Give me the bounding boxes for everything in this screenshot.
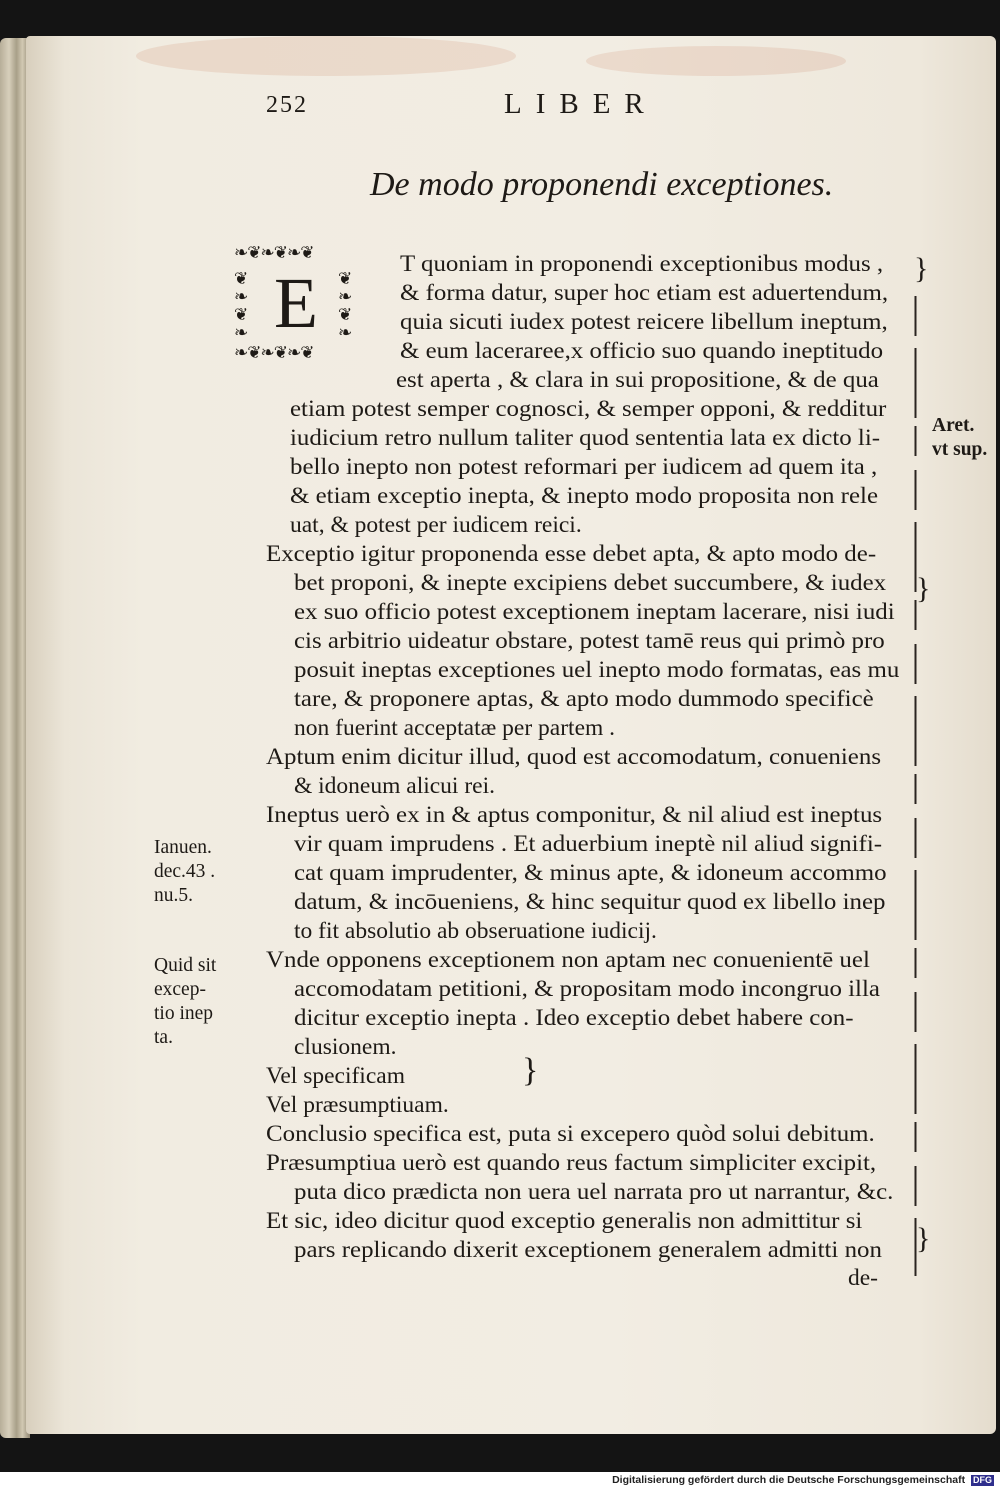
credit-text: Digitalisierung gefördert durch die Deutsche Forschungsgemeinschaft <box>612 1474 966 1486</box>
ornament-border-icon: ❧❦❧❦❧❦ <box>234 343 314 362</box>
initial-letter: E <box>274 263 318 343</box>
text-line: iudicium retro nullum taliter quod sententia lata ex dicto li- <box>290 425 881 451</box>
text-line: Aptum enim dicitur illud, quod est accomodatum, conueniens <box>266 744 882 770</box>
marginal-note-line: vt sup. <box>932 439 988 460</box>
curly-brace-icon: } <box>914 252 929 285</box>
section-heading: De modo proponendi exceptiones. <box>370 166 834 203</box>
text-line: cat quam imprudenter, & minus apte, & idoneum accommo <box>294 860 887 886</box>
digitization-credit <box>600 1474 994 1488</box>
bracket-rule <box>914 296 917 1276</box>
marginal-note-left-reference <box>154 836 215 908</box>
text-line: tare, & proponere aptas, & apto modo dummodo specificè <box>294 686 874 712</box>
text-line: puta dico prædicta non uera uel narrata pro ut narrantur, &c. <box>294 1179 894 1205</box>
text-line: Conclusio specifica est, puta si excepero quòd solui debitum. <box>266 1121 875 1147</box>
text-line: ex suo officio potest exceptionem ineptam lacerare, nisi iudi <box>294 599 895 625</box>
text-line: & eum laceraree,x officio suo quando ineptitudo <box>400 338 884 364</box>
text-line: non fuerint acceptatæ per partem . <box>294 715 616 741</box>
text-line: clusionem. <box>294 1034 397 1060</box>
text-line: Vel præsumptiuam. <box>266 1092 449 1118</box>
ornament-border-icon: ❦ ❧ ❦ ❧ <box>234 269 248 342</box>
marginal-note-right <box>932 414 987 462</box>
text-line: bet proponi, & inepte excipiens debet succumbere, & iudex <box>294 570 887 596</box>
text-line: datum, & incōueniens, & hinc sequitur quod ex libello inep <box>294 889 886 915</box>
running-head <box>266 88 746 128</box>
marginal-note-line: ta. <box>154 1027 173 1048</box>
text-line: cis arbitrio uideatur obstare, potest tamē reus qui primò pro <box>294 628 885 654</box>
book-page <box>26 36 996 1434</box>
marginal-note-line: tio inep <box>154 1003 214 1024</box>
text-line: bello inepto non potest reformari per iudicem ad quem ita , <box>290 454 878 480</box>
text-line: pars replicando dixerit exceptionem generalem admitti non <box>294 1237 882 1263</box>
text-line: Vnde opponens exceptionem non aptam nec conuenientē uel <box>266 947 870 973</box>
marginal-note-line: Ianuen. <box>154 837 212 858</box>
marginal-note-line: Aret. <box>932 415 975 436</box>
marginal-note-line: dec.43 . <box>154 861 216 882</box>
text-line: uat, & potest per iudicem reici. <box>290 512 582 538</box>
curly-brace-icon: } <box>916 1222 931 1255</box>
paper-stain <box>586 46 846 76</box>
catchword: de- <box>848 1265 879 1291</box>
text-line: Exceptio igitur proponenda esse debet apta, & apto modo de- <box>266 541 877 567</box>
curly-brace-icon: } <box>522 1052 539 1089</box>
curly-brace-icon: } <box>916 572 931 605</box>
text-line: & forma datur, super hoc etiam est aduertendum, <box>400 280 889 306</box>
marginal-note-line: Quid sit <box>154 955 217 976</box>
text-line: to fit absolutio ab obseruatione iudicij. <box>294 918 657 944</box>
text-line: Et sic, ideo dicitur quod exceptio generalis non admittitur si <box>266 1208 863 1234</box>
running-title: LIBER <box>504 88 658 120</box>
marginal-note-line: excep- <box>154 979 206 1000</box>
text-line: T quoniam in proponendi exceptionibus modus , <box>400 251 884 277</box>
paper-stain <box>136 36 516 76</box>
text-line: vir quam imprudens . Et aduerbium ineptè nil aliud signifi- <box>294 831 883 857</box>
page-number: 252 <box>266 92 308 118</box>
text-line: etiam potest semper cognosci, & semper opponi, & redditur <box>290 396 887 422</box>
decorated-initial <box>232 242 360 364</box>
text-line: dicitur exceptio inepta . Ideo exceptio debet habere con- <box>294 1005 854 1031</box>
ornament-border-icon: ❧❦❧❦❧❦ <box>234 243 314 262</box>
dfg-logo: DFG <box>973 1474 992 1485</box>
text-line: Præsumptiua uerò est quando reus factum simpliciter excipit, <box>266 1150 877 1176</box>
text-line: est aperta , & clara in sui propositione, & de qua <box>396 367 879 393</box>
text-line: Ineptus uerò ex in & aptus componitur, & nil aliud est ineptus <box>266 802 883 828</box>
text-line: Vel specificam <box>266 1063 405 1089</box>
text-line: quia sicuti iudex potest reicere libellum ineptum, <box>400 309 888 335</box>
text-line: & idoneum alicui rei. <box>294 773 496 799</box>
marginal-note-left-topic <box>154 954 216 1050</box>
ornament-border-icon: ❦ ❧ ❦ ❧ <box>338 269 352 342</box>
text-line: & etiam exceptio inepta, & inepto modo proposita non rele <box>290 483 879 509</box>
marginal-note-line: nu.5. <box>154 885 193 906</box>
text-line: accomodatam petitioni, & propositam modo incongruo illa <box>294 976 880 1002</box>
text-line: posuit ineptas exceptiones uel inepto modo formatas, eas mu <box>294 657 900 683</box>
